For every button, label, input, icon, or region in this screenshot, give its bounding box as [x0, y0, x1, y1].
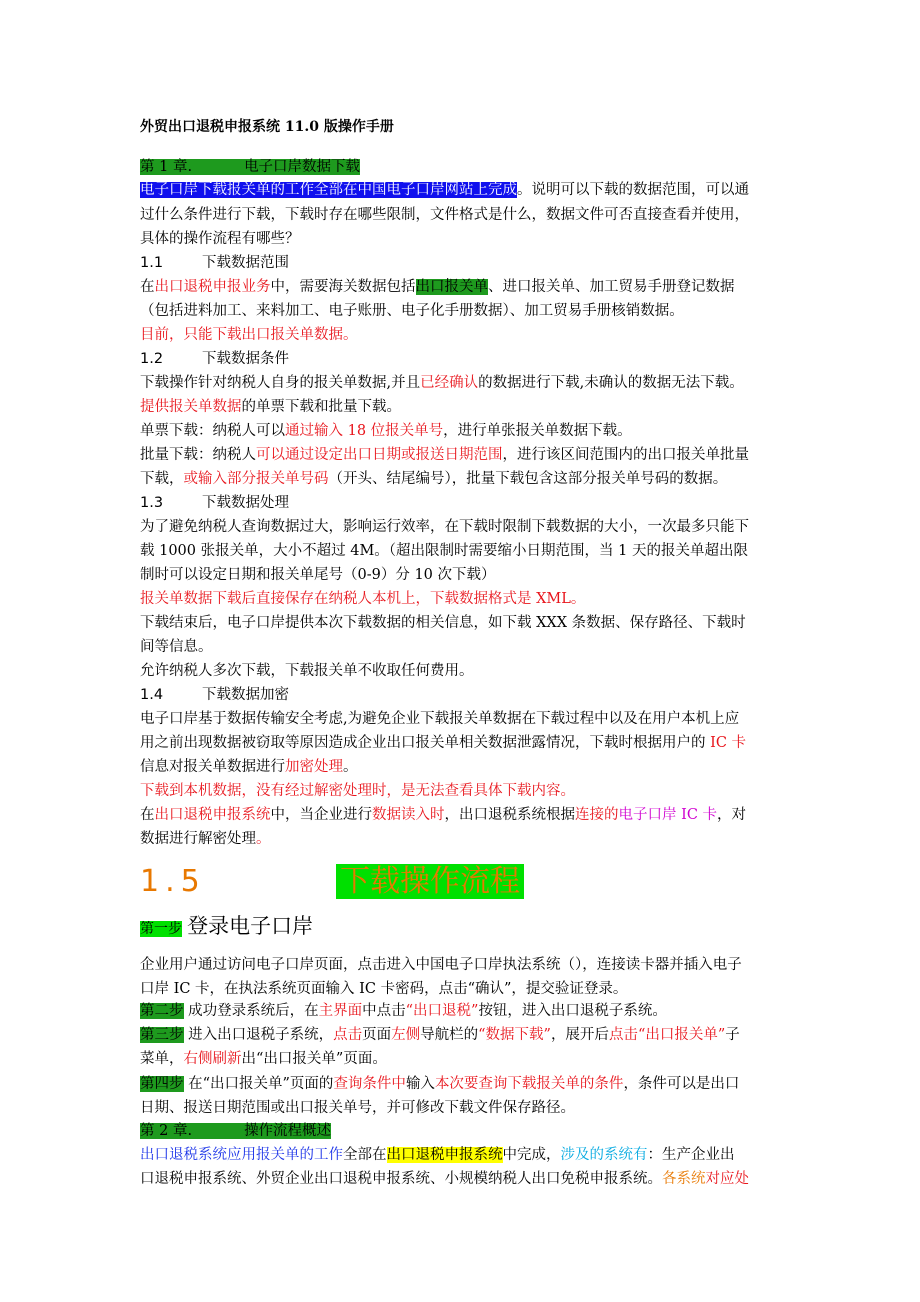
step1-heading: 第一步 登录电子口岸	[140, 914, 314, 938]
intro-highlight: 电子口岸下载报关单的工作全部在中国电子口岸网站上完成	[140, 182, 517, 198]
s12-line-b: 提供报关单数据的单票下载和批量下载。	[140, 399, 401, 415]
s13-line-f: 间等信息。	[140, 639, 213, 655]
s13-line-c: 制时可以设定日期和报关单尾号（0-9）分 10 次下载）	[140, 567, 496, 583]
document-title: 外贸出口退税申报系统 11.0 版操作手册	[140, 119, 394, 135]
s14-line-b: 用之前出现数据被窃取等原因造成企业出口报关单相关数据泄露情况，下载时根据用户的 IC 卡	[140, 735, 747, 751]
s11-line-b: （包括进料加工、来料加工、电子账册、电子化手册数据）、加工贸易手册核销数据。	[140, 303, 684, 319]
overview-line-b: 口退税申报系统、外贸企业出口退税申报系统、小规模纳税人出口免税申报系统。各系统对应处	[140, 1171, 749, 1187]
step2-tag: 第二步	[140, 1003, 184, 1019]
section-1-5-heading: 1.5 下载操作流程	[140, 856, 524, 900]
s14-line-e: 在出口退税申报系统中，当企业进行数据读入时，出口退税系统根据连接的电子口岸 IC 卡，对	[140, 807, 747, 823]
intro-line-2: 过什么条件进行下载，下载时存在哪些限制，文件格式是什么，数据文件可否直接查看并使用，	[140, 207, 749, 223]
intro-line-1: 电子口岸下载报关单的工作全部在中国电子口岸网站上完成。说明可以下载的数据范围，可以通	[140, 182, 749, 198]
step1-line-b: 口岸 IC 卡，在执法系统页面输入 IC 卡密码，点击“确认”，提交验证登录。	[140, 981, 628, 997]
s13-line-b: 载 1000 张报关单，大小不超过 4M。（超出限制时需要缩小日期范围，当 1 天的报关单超出限	[140, 543, 748, 559]
step2-line: 第二步 成功登录系统后，在主界面中点击“出口退税”按钮，进入出口退税子系统。	[140, 1003, 667, 1019]
s13-line-g: 允许纳税人多次下载，下载报关单不收取任何费用。	[140, 663, 474, 679]
s12-line-d: 批量下载：纳税人可以通过设定出口日期或报送日期范围，进行该区间范围内的出口报关单批量	[140, 447, 749, 463]
step3-line-b: 菜单，右侧刷新出“出口报关单”页面。	[140, 1051, 387, 1067]
step4-line-b: 日期、报送日期范围或出口报关单号，并可修改下载文件保存路径。	[140, 1100, 575, 1116]
s14-line-f: 数据进行解密处理。	[140, 831, 271, 847]
s13-line-d: 报关单数据下载后直接保存在纳税人本机上，下载数据格式是 XML。	[140, 591, 586, 607]
s12-line-e: 下载，或输入部分报关单号码（开头、结尾编号），批量下载包含这部分报关单号码的数据。	[140, 471, 728, 487]
section-1-3-heading: 1.3 下载数据处理	[140, 495, 289, 511]
section-1-1-heading: 1.1 下载数据范围	[140, 255, 289, 271]
s14-line-c: 信息对报关单数据进行加密处理。	[140, 759, 358, 775]
s11-line-a: 在出口退税申报业务中，需要海关数据包括出口报关单、进口报关单、加工贸易手册登记数据	[140, 279, 735, 295]
chapter1-heading	[140, 156, 360, 178]
chapter2-heading: 第 2 章. 操作流程概述	[140, 1123, 332, 1139]
step1-line-a: 企业用户通过访问电子口岸页面，点击进入中国电子口岸执法系统（），连接读卡器并插入电子	[140, 957, 742, 973]
step3-line-a: 第三步 进入出口退税子系统，点击页面左侧导航栏的“数据下载”，展开后点击“出口报关单”子	[140, 1027, 740, 1043]
overview-line-a: 出口退税系统应用报关单的工作全部在出口退税申报系统中完成，涉及的系统有：生产企业出	[140, 1147, 735, 1163]
s12-line-c: 单票下载：纳税人可以通过输入 18 位报关单号，进行单张报关单数据下载。	[140, 423, 632, 439]
section-1-2-heading: 1.2 下载数据条件	[140, 351, 289, 367]
s12-line-a: 下载操作针对纳税人自身的报关单数据,并且已经确认的数据进行下载,未确认的数据无法下载。	[140, 375, 744, 391]
s13-line-a: 为了避免纳税人查询数据过大，影响运行效率，在下载时限制下载数据的大小，一次最多只能下	[140, 519, 749, 535]
intro-line-3: 具体的操作流程有哪些？	[140, 231, 300, 247]
step3-tag: 第三步	[140, 1027, 184, 1043]
chapter1-title: 电子口岸数据下载	[244, 159, 361, 175]
s14-line-a: 电子口岸基于数据传输安全考虑,为避免企业下载报关单数据在下载过程中以及在用户本机上应	[140, 711, 740, 727]
section-1-4-heading: 1.4 下载数据加密	[140, 687, 289, 703]
s14-line-d: 下载到本机数据，没有经过解密处理时，是无法查看具体下载内容。	[140, 783, 575, 799]
chapter1-num: 第 1 章.	[140, 159, 193, 175]
s11-line-c: 目前，只能下载出口报关单数据。	[140, 327, 358, 343]
s13-line-e: 下载结束后，电子口岸提供本次下载数据的相关信息，如下载 XXX 条数据、保存路径、下载时	[140, 615, 746, 631]
step4-tag: 第四步	[140, 1076, 184, 1092]
step4-line-a: 第四步 在“出口报关单”页面的查询条件中输入本次要查询下载报关单的条件，条件可以是出口	[140, 1076, 740, 1092]
